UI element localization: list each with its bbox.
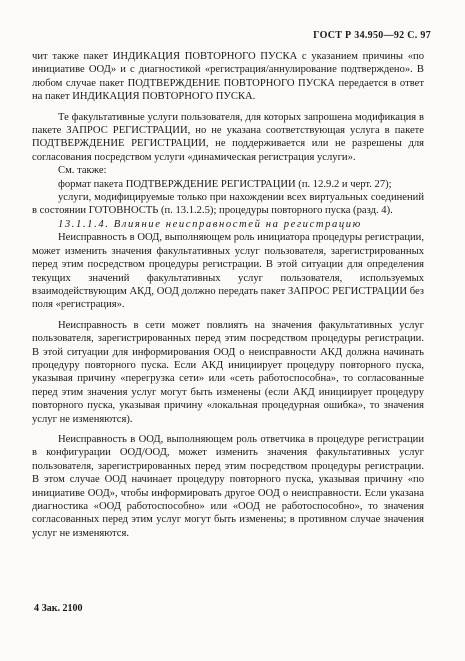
page-header: ГОСТ Р 34.950—92 С. 97 [313, 30, 431, 41]
paragraph-network-fault: Неисправность в сети может повлиять на значения факультативных услуг пользователя, зарегистрированных перед этим посредством процедуры регистрации. В этой ситуации для информирования ООД о неисправности АКД должна начинать процедуру повторного пуска. Если АКД инициирует процедуру повторного пуска, указывая причину «перегрузка сети» или «сеть работоспособна», то согласованные перед этим значения услуг могут быть изменены (если АКД инициирует процедуру повторного пуска, указывая причину «локальная процедурная ошибка», то значения услуг не изменяются). [32, 319, 424, 425]
document-body [32, 50, 424, 540]
paragraph-unsupported-services: Те факультативные услуги пользователя, для которых запрошена модификация в пакете ЗАПРОС РЕГИСТРАЦИИ, но не указана соответствующая услуга в пакете ПОДТВЕРЖДЕНИЕ РЕГИСТРАЦИИ, не поддерживается или не разрешены для согласования посредством услуги «динамическая регистрация услуги». [32, 111, 424, 163]
paragraph-restart-indication: чит также пакет ИНДИКАЦИЯ ПОВТОРНОГО ПУСКА с указанием причины «по инициативе ООД» и с диагностикой «регистрация/аннулирование подтверждено». В любом случае пакет ПОДТВЕРЖДЕНИЕ ПОВТОРНОГО ПУСКА передается в ответ на пакет ИНДИКАЦИЯ ПОВТОРНОГО ПУСКА. [32, 51, 424, 103]
section-heading-13-1-1-4: 13.1.1.4. Влияние неисправностей на регистрацию [58, 218, 362, 230]
page-footer: 4 Зак. 2100 [34, 603, 83, 614]
see-also-label: См. также: [58, 165, 107, 177]
see-also-item-services: услуги, модифицируемые только при нахождении всех виртуальных соединений в состоянии ГОТОВНОСТЬ (п. 13.1.2.5); процедуры повторного пуска (разд. 4). [32, 192, 424, 217]
see-also-item-format: формат пакета ПОДТВЕРЖДЕНИЕ РЕГИСТРАЦИИ (п. 12.9.2 и черт. 27); [58, 178, 392, 190]
paragraph-dte-fault: Неисправность в ООД, выполняющем роль инициатора процедуры регистрации, может изменить значения факультативных услуг пользователя, зарегистрированных перед этим посредством процедуры регистрации. В этой ситуации для определения текущих значений факультативных услуг пользователя, используемых взаимодействующим АКД, ООД должно передать пакет ЗАПРОС РЕГИСТРАЦИИ без поля «регистрация». [32, 232, 424, 311]
paragraph-responder-fault: Неисправность в ООД, выполняющем роль ответчика в процедуре регистрации в конфигурации ООД/ООД, может изменить значения факультативных услуг пользователя, зарегистрированных перед этим посредством процедуры регистрации. В этом случае ООД начинает процедуру повторного пуска, указывая причину «по инициативе ООД», чтобы информировать другое ООД о неисправности. Если указана диагностика «ООД работоспособно» или «ООД не работоспособно», то значения согласованных перед этим услуг могут быть изменены; в противном случае значения услуг не изменяются. [32, 433, 424, 539]
